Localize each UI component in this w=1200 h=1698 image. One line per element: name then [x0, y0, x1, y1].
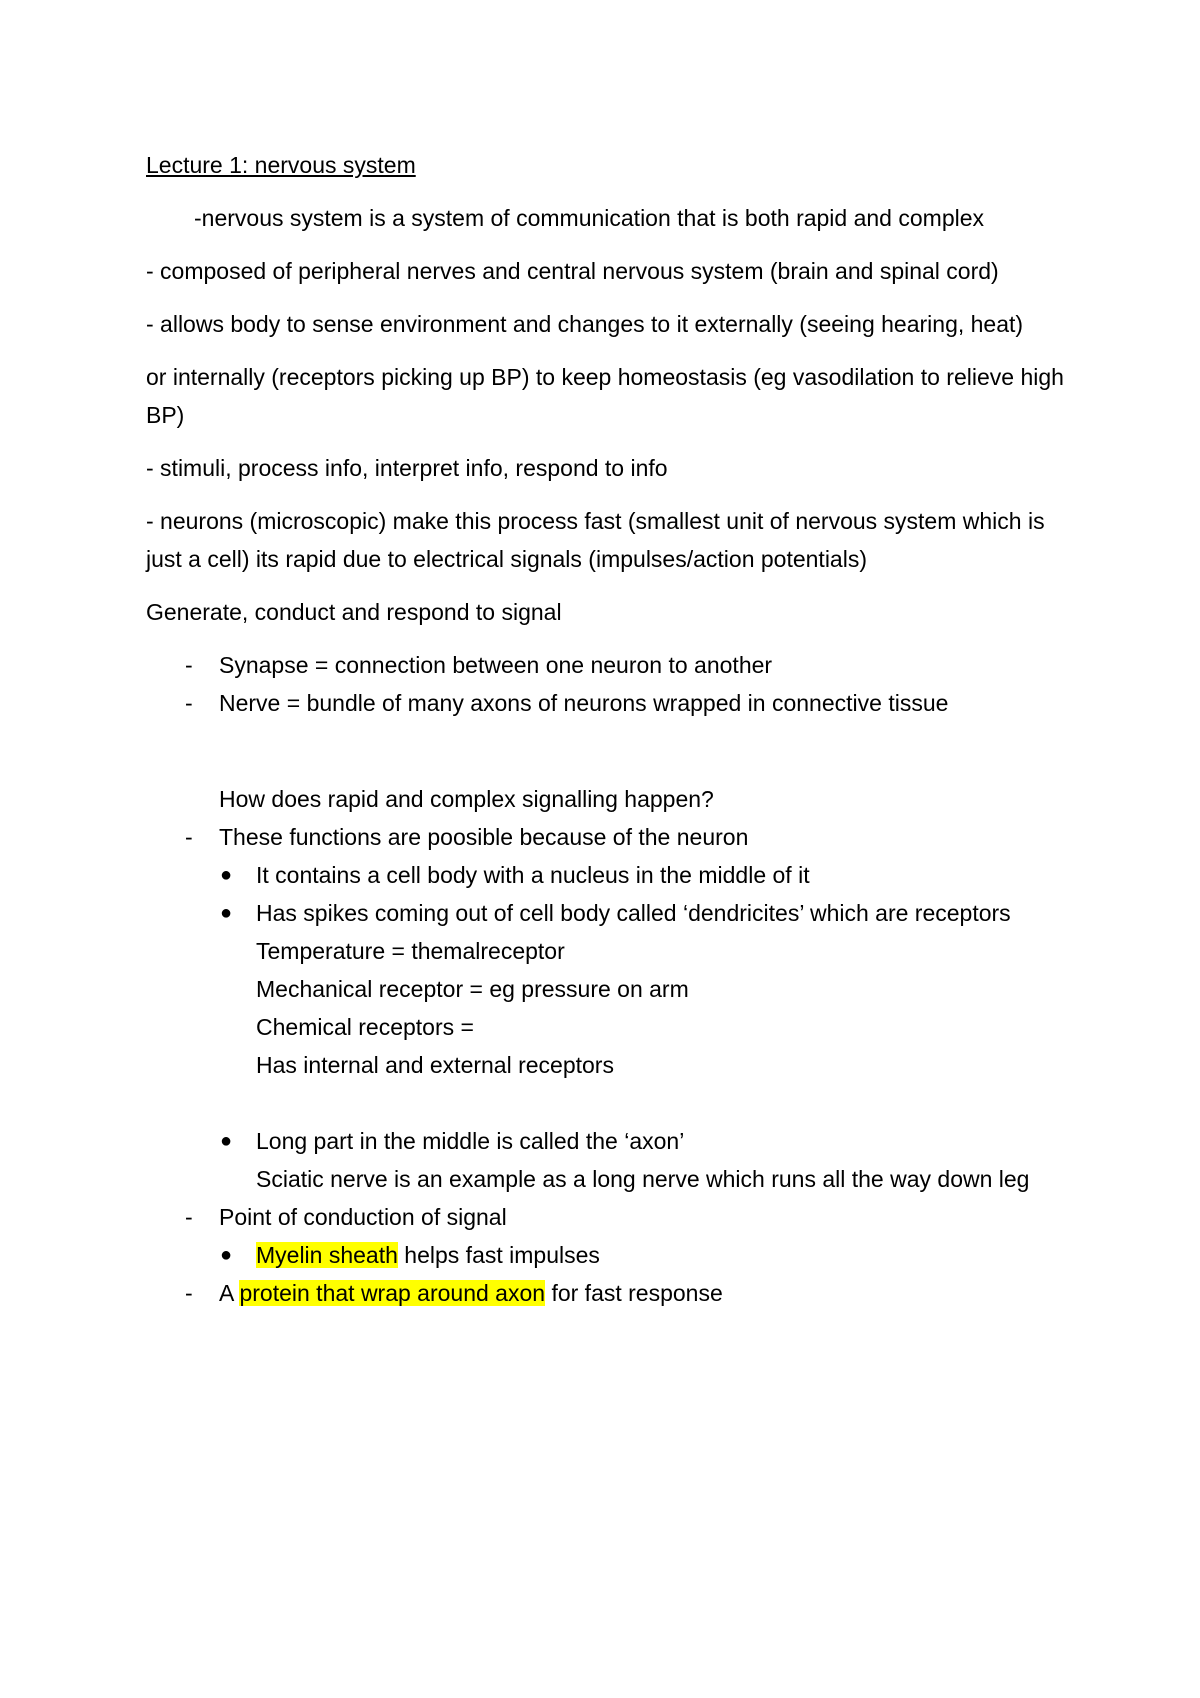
axon-example-line: Sciatic nerve is an example as a long nerve which runs all the way down leg: [256, 1166, 1030, 1192]
paragraph-1: -nervous system is a system of communication that is both rapid and complex: [194, 205, 985, 231]
list-item-text: These functions are poosible because of the neuron: [219, 824, 749, 850]
paragraph-4: or internally (receptors picking up BP) to keep homeostasis (eg vasodilation to relieve high BP): [146, 364, 1064, 428]
list-item: [146, 646, 1066, 684]
bullet-item: [146, 1122, 1066, 1198]
list-item: [146, 684, 1066, 722]
receptor-line: Chemical receptors =: [256, 1014, 474, 1040]
bullet-marker: ●: [220, 864, 233, 886]
highlighted-text: Myelin sheath: [256, 1242, 398, 1268]
highlighted-text: protein that wrap around axon: [239, 1280, 546, 1306]
receptor-line: Mechanical receptor = eg pressure on arm: [256, 976, 689, 1002]
list-item-text: for fast response: [545, 1280, 723, 1306]
list-item-text: Synapse = connection between one neuron to another: [219, 652, 773, 678]
receptor-line: Temperature = themalreceptor: [256, 938, 565, 964]
dash-marker: -: [185, 652, 193, 678]
bullet-item: [146, 856, 1066, 894]
list-item: [146, 818, 1066, 856]
bullet-marker: ●: [220, 1244, 233, 1266]
spacer: [146, 760, 1066, 780]
list-item-text: Point of conduction of signal: [219, 1204, 507, 1230]
dash-marker: -: [185, 1204, 193, 1230]
question-line: How does rapid and complex signalling happen?: [219, 786, 714, 812]
bullet-marker: ●: [220, 902, 233, 924]
bullet-text: It contains a cell body with a nucleus in the middle of it: [256, 862, 810, 888]
dash-marker: -: [185, 824, 193, 850]
document-body: [146, 146, 1066, 1312]
spacer: [146, 722, 1066, 760]
lecture-title: Lecture 1: nervous system: [146, 152, 416, 178]
receptor-line: Has internal and external receptors: [256, 1052, 614, 1078]
bullet-marker: ●: [220, 1130, 233, 1152]
list-item: [146, 1274, 1066, 1312]
paragraph-6: - neurons (microscopic) make this process fast (smallest unit of nervous system which is just a cell) its rapid due to electrical signals (impulses/action potentials): [146, 508, 1045, 572]
paragraph-5: - stimuli, process info, interpret info, respond to info: [146, 455, 668, 481]
list-item-text: Nerve = bundle of many axons of neurons wrapped in connective tissue: [219, 690, 949, 716]
paragraph-2: - composed of peripheral nerves and central nervous system (brain and spinal cord): [146, 258, 999, 284]
bullet-text: Long part in the middle is called the ‘axon’: [256, 1128, 685, 1154]
bullet-text: Has spikes coming out of cell body called ‘dendricites’ which are receptors: [256, 900, 1011, 926]
bullet-item: [146, 1236, 1066, 1274]
list-item-text: A: [219, 1280, 240, 1306]
dash-marker: -: [185, 1280, 193, 1306]
bullet-text: helps fast impulses: [397, 1242, 600, 1268]
paragraph-3: - allows body to sense environment and changes to it externally (seeing hearing, heat): [146, 311, 1024, 337]
dash-marker: -: [185, 690, 193, 716]
spacer: [146, 1084, 1066, 1122]
paragraph-7: Generate, conduct and respond to signal: [146, 599, 562, 625]
list-item: [146, 1198, 1066, 1236]
bullet-item: [146, 894, 1066, 1084]
